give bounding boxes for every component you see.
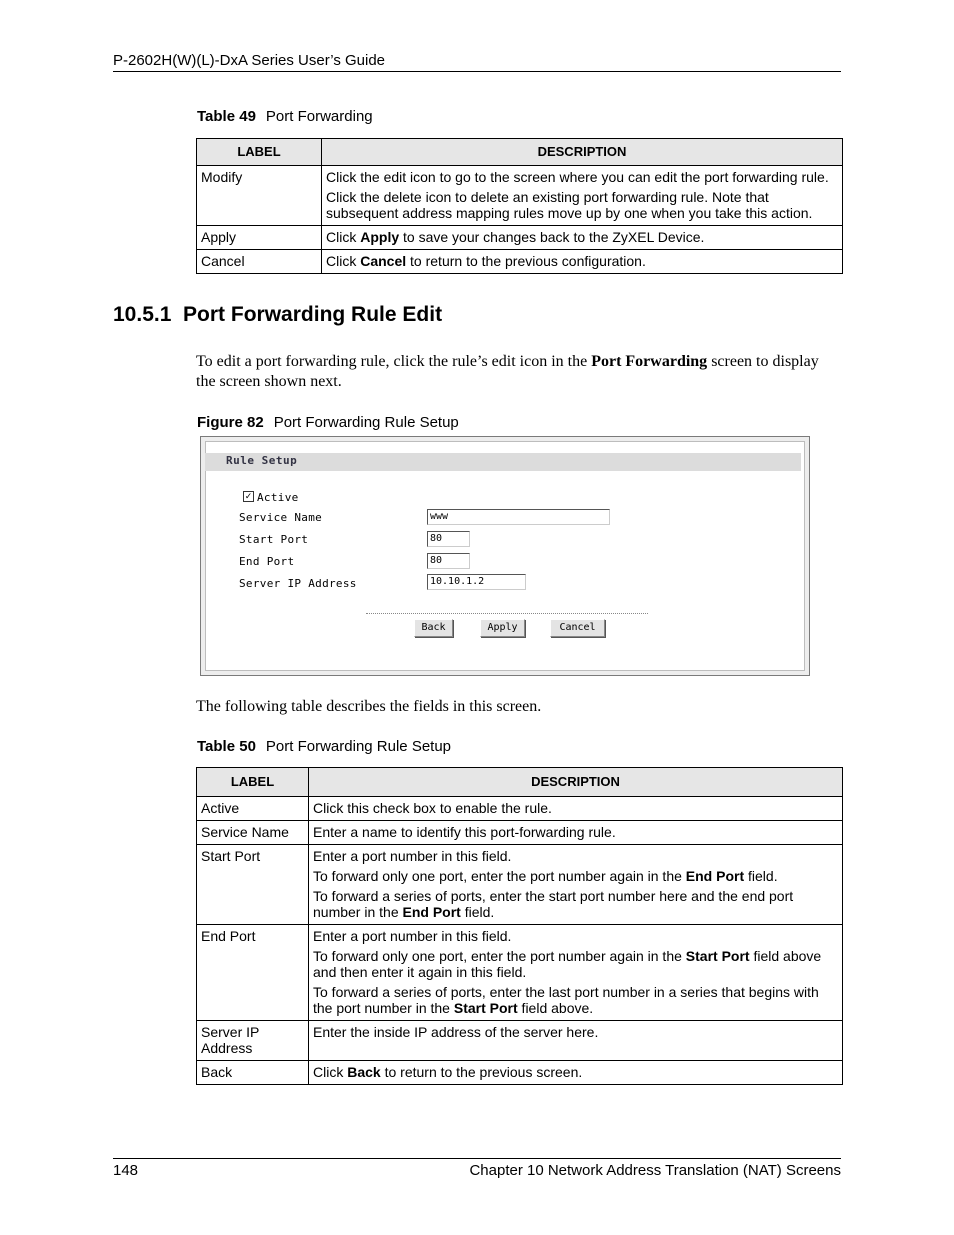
row-description: Enter a name to identify this port-forwarding rule. (309, 821, 843, 845)
start-port-input[interactable]: 80 (427, 531, 470, 547)
text-run: to return to the previous configuration. (406, 253, 646, 269)
text-run: Click (313, 1064, 348, 1080)
row-description: Click this check box to enable the rule. (309, 797, 843, 821)
text-run: To forward a series of ports, enter the last port number in a series that begins with the port number in the (313, 984, 819, 1016)
bold-term: Back (347, 1064, 381, 1080)
bold-term: Cancel (360, 253, 407, 269)
row-label: Apply (197, 226, 322, 250)
text-run: field above and then enter it again in this field. (313, 948, 822, 980)
text-run: to save your changes back to the ZyXEL Device. (399, 229, 705, 245)
column-header: LABEL (197, 768, 309, 797)
rule-setup-title: Rule Setup (226, 454, 298, 467)
row-description (322, 166, 843, 226)
text-run: to return to the previous screen. (380, 1064, 583, 1080)
bold-term: Port Forwarding (591, 353, 708, 370)
description-line (313, 868, 838, 884)
description-line (313, 888, 838, 920)
table-caption-title: Port Forwarding (265, 108, 373, 125)
button-separator (366, 613, 648, 614)
row-label: Cancel (197, 250, 322, 274)
footer-rule (113, 1158, 841, 1159)
table-row (197, 797, 843, 821)
description-line: Click the delete icon to delete an existing port forwarding rule. Note that subsequent address mapping rules move up by one when you take this action. (326, 189, 813, 221)
table-caption-number: Table 49 (197, 108, 256, 125)
bold-term: Apply (360, 229, 400, 245)
description-line (313, 948, 838, 980)
text-run: Click (326, 229, 361, 245)
table-caption (197, 108, 373, 125)
row-description (309, 925, 843, 1021)
active-label: Active (257, 491, 299, 504)
table-row (197, 250, 843, 274)
intro-paragraph (196, 352, 836, 392)
table-header-row (197, 139, 843, 166)
header-rule (113, 71, 841, 72)
table-caption-number: Table 50 (197, 738, 256, 755)
service-name-input[interactable]: www (427, 509, 610, 525)
running-header: P-2602H(W)(L)-DxA Series User’s Guide (113, 52, 386, 69)
apply-button[interactable]: Apply (480, 619, 525, 637)
description-line (313, 984, 838, 1016)
row-description (322, 250, 843, 274)
start-port-label: Start Port (239, 533, 309, 546)
rule-setup-screenshot (200, 436, 810, 676)
page-number: 148 (113, 1162, 139, 1179)
table-row (197, 925, 843, 1021)
figure-caption (197, 414, 459, 431)
port-forwarding-table (196, 138, 843, 274)
table-caption-title: Port Forwarding Rule Setup (265, 738, 452, 755)
bold-term: End Port (402, 904, 461, 920)
row-label: Service Name (197, 821, 309, 845)
table-intro-text: The following table describes the fields in this screen. (196, 698, 542, 715)
row-description: Enter the inside IP address of the server here. (309, 1021, 843, 1061)
row-description (309, 1061, 843, 1085)
row-label: Modify (197, 166, 322, 226)
chapter-title: Chapter 10 Network Address Translation (NAT) Screens (469, 1162, 841, 1179)
description-line: Click the edit icon to go to the screen where you can edit the port forwarding rule. (326, 169, 829, 185)
back-button[interactable]: Back (414, 619, 453, 637)
row-label: Active (197, 797, 309, 821)
text-run: To edit a port forwarding rule, click the rule’s edit icon in the (196, 353, 592, 370)
table-header-row (197, 768, 843, 797)
table-row (197, 845, 843, 925)
table-row (197, 226, 843, 250)
server-ip-label: Server IP Address (239, 577, 357, 590)
description-line: Enter a port number in this field. (313, 928, 512, 944)
row-label: Server IP Address (197, 1021, 309, 1061)
description-line: Enter a port number in this field. (313, 848, 512, 864)
row-description (322, 226, 843, 250)
cancel-button[interactable]: Cancel (550, 619, 605, 637)
row-label: Start Port (197, 845, 309, 925)
rule-setup-table (196, 767, 843, 1085)
table-row (197, 166, 843, 226)
text-run: Click (326, 253, 361, 269)
bold-term: Start Port (685, 948, 750, 964)
service-name-label: Service Name (239, 511, 323, 524)
text-run: screen to display the screen shown next. (196, 353, 819, 390)
text-run: To forward only one port, enter the port number again in the (313, 948, 686, 964)
table-row (197, 1061, 843, 1085)
column-header: DESCRIPTION (322, 139, 843, 166)
bold-term: End Port (685, 868, 745, 884)
end-port-input[interactable]: 80 (427, 553, 470, 569)
text-run: field above. (517, 1000, 594, 1016)
table-row (197, 821, 843, 845)
table-caption (197, 738, 451, 755)
rule-setup-titlebar (205, 453, 801, 471)
column-header: DESCRIPTION (309, 768, 843, 797)
table-row (197, 1021, 843, 1061)
end-port-label: End Port (239, 555, 295, 568)
section-title: 10.5.1 Port Forwarding Rule Edit (113, 303, 443, 326)
bold-term: Start Port (453, 1000, 518, 1016)
row-label: End Port (197, 925, 309, 1021)
text-run: To forward only one port, enter the port number again in the (313, 868, 686, 884)
text-run: field. (460, 904, 495, 920)
figure-caption-title: Port Forwarding Rule Setup (273, 414, 459, 431)
row-label: Back (197, 1061, 309, 1085)
text-run: field. (744, 868, 778, 884)
figure-caption-number: Figure 82 (197, 414, 264, 431)
active-checkbox[interactable]: ✓ (244, 491, 253, 501)
text-run: To forward a series of ports, enter the start port number here and the end port number in the (313, 888, 794, 920)
row-description (309, 845, 843, 925)
server-ip-input[interactable]: 10.10.1.2 (427, 574, 526, 590)
column-header: LABEL (197, 139, 322, 166)
